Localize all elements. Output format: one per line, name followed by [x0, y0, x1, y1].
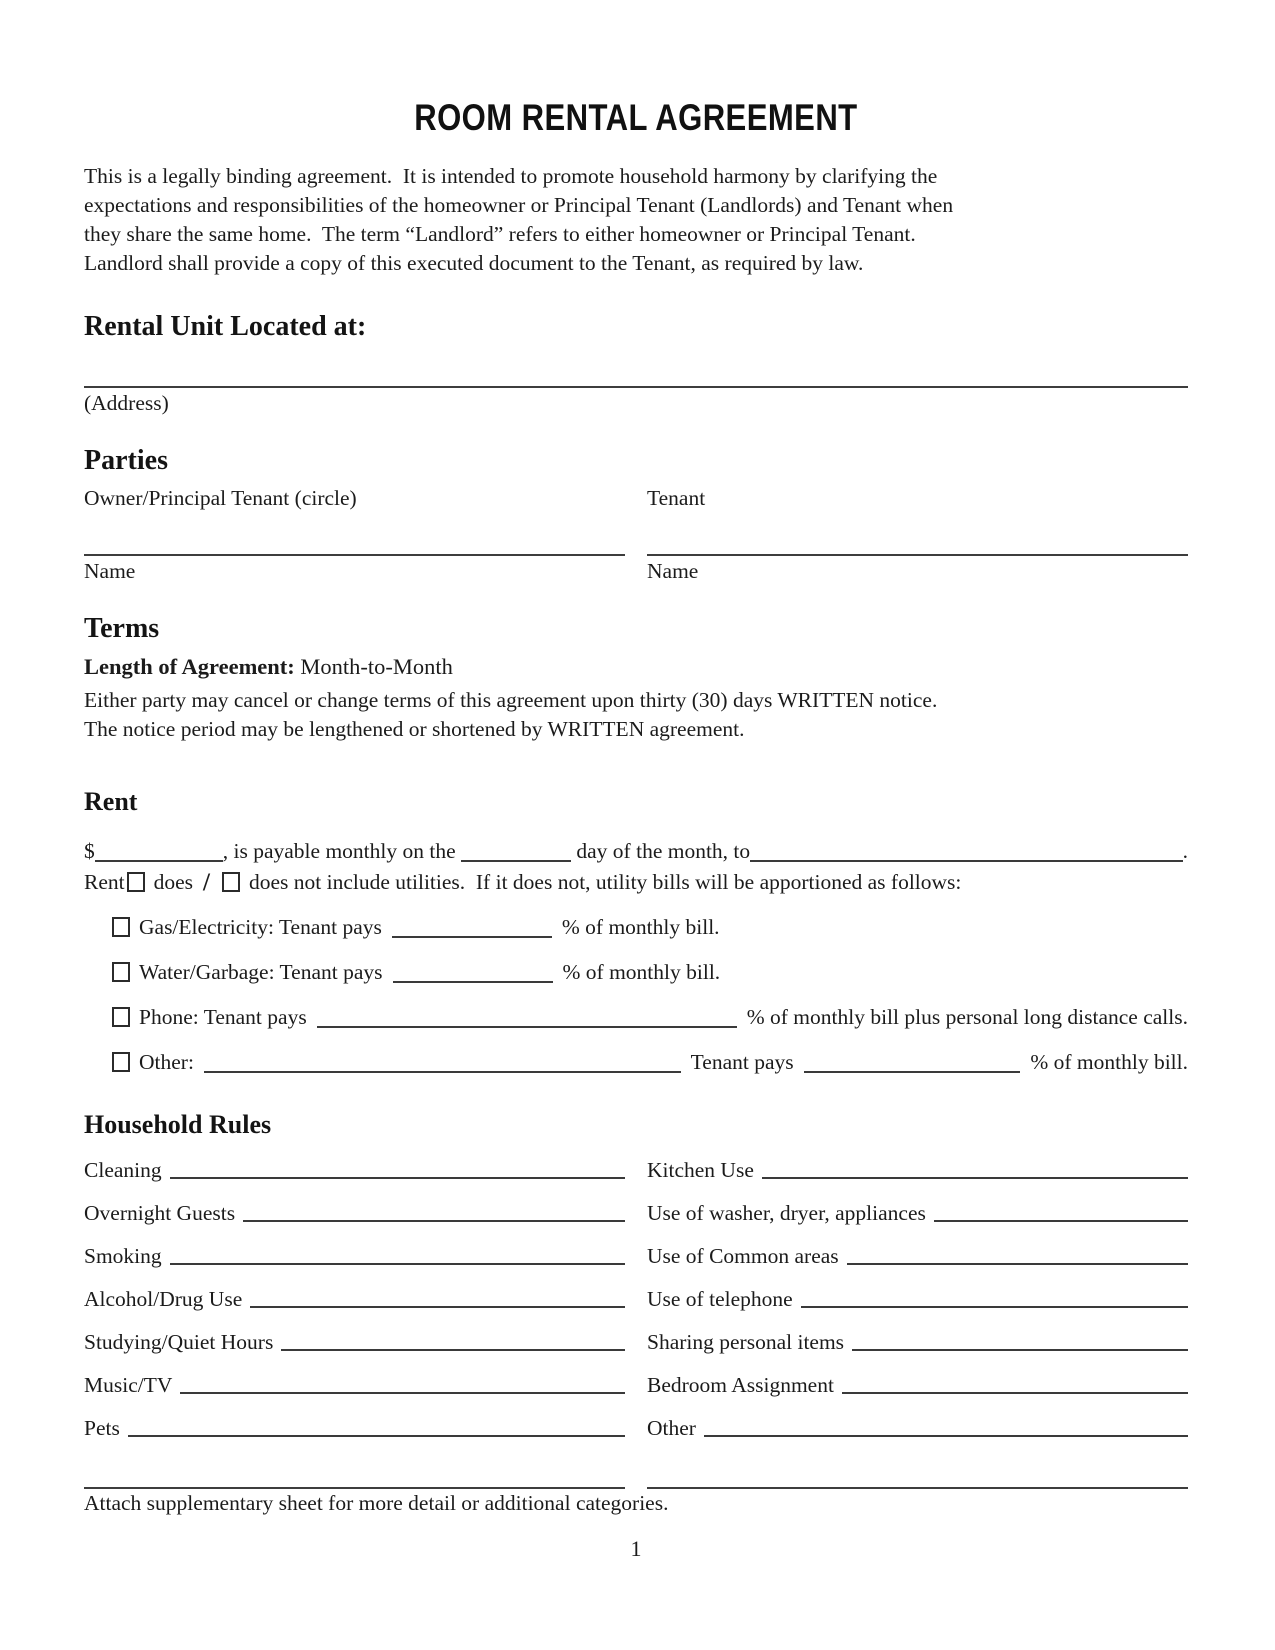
utility-row-water — [110, 957, 1188, 985]
household-rule-label: Sharing personal items — [647, 1330, 845, 1354]
checkbox-water-garbage[interactable] — [112, 962, 130, 982]
household-rule-row — [84, 1243, 1188, 1269]
page-number: 1 — [630, 1536, 642, 1561]
rent-heading: Rent — [84, 787, 138, 816]
water-percent-field[interactable] — [393, 961, 553, 983]
rent-terminator: . — [1182, 839, 1188, 863]
notice-paragraph — [84, 686, 1188, 744]
checkbox-gas-electricity[interactable] — [112, 917, 130, 937]
utilities-does-not-text: does not include utilities. If it does not, utility bills will be apportioned as follows: — [248, 870, 962, 894]
owner-name-caption: Name — [84, 559, 136, 583]
household-rule-field[interactable] — [170, 1177, 625, 1179]
attach-note: Attach supplementary sheet for more detail or additional categories. — [84, 1491, 669, 1515]
other-utility-suffix: % of monthly bill. — [1030, 1050, 1188, 1074]
household-rules-list — [84, 1157, 1188, 1441]
household-rule-label: Other — [647, 1416, 696, 1440]
household-rule-row — [84, 1286, 1188, 1312]
household-rule-row — [84, 1415, 1188, 1441]
water-garbage-label: Water/Garbage: Tenant pays — [139, 960, 383, 984]
utility-row-phone — [110, 1002, 1188, 1030]
rent-day-field[interactable] — [461, 840, 571, 862]
household-rule-row — [84, 1200, 1188, 1226]
utilities-prefix: Rent — [84, 870, 125, 894]
rent-day-text: day of the month, to — [571, 839, 751, 863]
checkbox-other-utility[interactable] — [112, 1052, 130, 1072]
other-percent-field[interactable] — [804, 1051, 1021, 1073]
phone-label: Phone: Tenant pays — [139, 1005, 307, 1029]
other-utility-field[interactable] — [204, 1051, 681, 1073]
gas-percent-field[interactable] — [392, 916, 552, 938]
household-rule-label: Smoking — [84, 1244, 162, 1268]
household-rule-label: Cleaning — [84, 1158, 162, 1182]
supplementary-field-right[interactable] — [647, 1487, 1188, 1489]
household-rule-field[interactable] — [762, 1177, 1188, 1179]
household-rule-label: Pets — [84, 1416, 120, 1440]
household-rule-label: Music/TV — [84, 1373, 173, 1397]
currency-symbol: $ — [84, 839, 95, 863]
rent-payto-field[interactable] — [750, 840, 1182, 862]
intro-paragraph — [84, 162, 1188, 278]
household-rule-field[interactable] — [852, 1349, 1188, 1351]
household-rule-field[interactable] — [934, 1220, 1188, 1222]
length-of-agreement-value: Month-to-Month — [294, 654, 453, 679]
intro-line: they share the same home. The term “Landlord” refers to either homeowner or Principal Tenant. — [84, 222, 916, 246]
checkbox-rent-does[interactable] — [127, 872, 145, 892]
utilities-does-label: does — [153, 870, 194, 894]
household-rule-label: Use of washer, dryer, appliances — [647, 1201, 926, 1225]
household-rule-row — [84, 1329, 1188, 1355]
household-rule-label: Overnight Guests — [84, 1201, 236, 1225]
gas-suffix: % of monthly bill. — [561, 915, 720, 939]
household-rule-label: Studying/Quiet Hours — [84, 1330, 274, 1354]
water-suffix: % of monthly bill. — [562, 960, 721, 984]
household-rule-field[interactable] — [243, 1220, 625, 1222]
length-of-agreement-label: Length of Agreement: — [84, 654, 295, 679]
household-rule-label: Use of Common areas — [647, 1244, 839, 1268]
rent-amount-line — [84, 836, 1188, 864]
rental-unit-heading: Rental Unit Located at: — [84, 311, 367, 342]
utilities-line — [84, 868, 1188, 896]
page-title — [84, 98, 1188, 138]
household-rule-row — [84, 1157, 1188, 1183]
household-rule-field[interactable] — [281, 1349, 625, 1351]
other-utility-mid: Tenant pays — [690, 1050, 794, 1074]
household-rule-field[interactable] — [801, 1306, 1188, 1308]
household-rule-field[interactable] — [842, 1392, 1188, 1394]
checkbox-rent-does-not[interactable] — [222, 872, 240, 892]
terms-heading: Terms — [84, 613, 160, 644]
length-of-agreement-line — [84, 652, 1188, 682]
household-rules-heading: Household Rules — [84, 1110, 272, 1139]
owner-principal-tenant-label: Owner/Principal Tenant (circle) — [84, 486, 357, 510]
parties-heading: Parties — [84, 445, 168, 476]
phone-suffix: % of monthly bill plus personal long distance calls. — [746, 1005, 1188, 1029]
address-caption: (Address) — [84, 391, 169, 415]
gas-electricity-label: Gas/Electricity: Tenant pays — [139, 915, 382, 939]
intro-line: expectations and responsibilities of the homeowner or Principal Tenant (Landlords) and Tenant when — [84, 193, 954, 217]
household-rule-field[interactable] — [170, 1263, 625, 1265]
household-rule-field[interactable] — [180, 1392, 625, 1394]
utilities-separator: / — [203, 869, 210, 896]
utility-row-other — [110, 1047, 1188, 1075]
checkbox-phone[interactable] — [112, 1007, 130, 1027]
utility-row-gas — [110, 912, 1188, 940]
household-rule-field[interactable] — [847, 1263, 1188, 1265]
household-rule-field[interactable] — [250, 1306, 625, 1308]
household-rule-field[interactable] — [704, 1435, 1188, 1437]
tenant-label: Tenant — [647, 486, 706, 510]
household-rule-label: Use of telephone — [647, 1287, 793, 1311]
household-rule-label: Bedroom Assignment — [647, 1373, 834, 1397]
rent-payable-text: , is payable monthly on the — [222, 839, 462, 863]
intro-line: This is a legally binding agreement. It is intended to promote household harmony by clarifying the — [84, 164, 938, 188]
notice-line: Either party may cancel or change terms of this agreement upon thirty (30) days WRITTEN notice. — [84, 688, 938, 712]
phone-percent-field[interactable] — [317, 1006, 737, 1028]
household-rule-row — [84, 1372, 1188, 1398]
intro-line: Landlord shall provide a copy of this executed document to the Tenant, as required by law. — [84, 251, 864, 275]
other-utility-label: Other: — [139, 1050, 194, 1074]
household-rule-label: Kitchen Use — [647, 1158, 754, 1182]
household-rule-label: Alcohol/Drug Use — [84, 1287, 243, 1311]
household-rule-field[interactable] — [128, 1435, 625, 1437]
rent-amount-field[interactable] — [95, 840, 223, 862]
notice-line: The notice period may be lengthened or shortened by WRITTEN agreement. — [84, 717, 745, 741]
page-title-text: ROOM RENTAL AGREEMENT — [414, 97, 858, 138]
tenant-name-caption: Name — [647, 559, 699, 583]
